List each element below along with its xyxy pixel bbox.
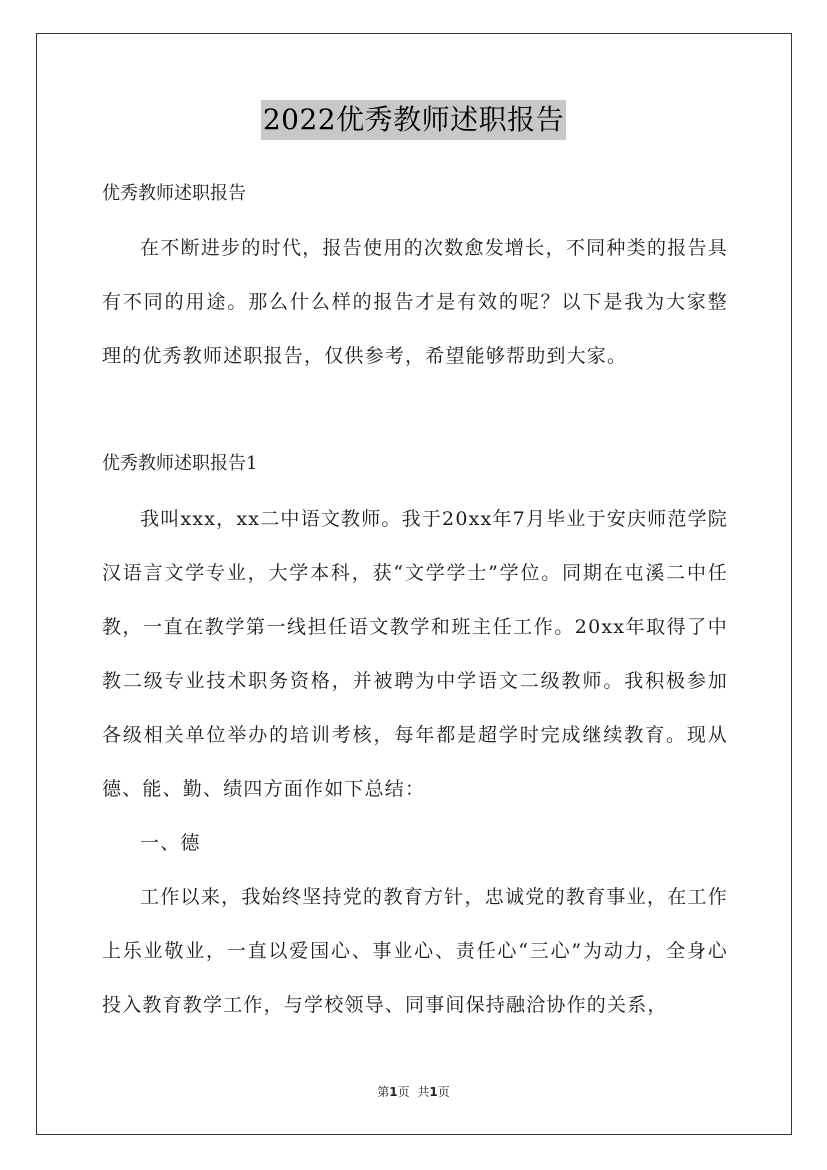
page-footer (0, 1083, 827, 1100)
section1-paragraph-1: 我叫xxx，xx二中语文教师。我于20xx年7月毕业于安庆师范学院汉语言文学专业，大学本科，获“文学学士”学位。同期在屯溪二中任教，一直在教学第一线担任语文教学和班主任工作。20xx年取得了中教二级专业技术职务资格，并被聘为中学语文二级教师。我积极参加各级相关单位举办的培训考核，每年都是超学时完成继续教育。现从德、能、勤、绩四方面作如下总结： (102, 508, 728, 800)
subheading: 优秀教师述职报告 (102, 183, 246, 204)
title-container (0, 100, 827, 140)
total-suffix: 页 (437, 1085, 450, 1099)
page-number: 1 (389, 1085, 398, 1099)
section1-subheading-de: 一、德 (140, 832, 201, 854)
total-prefix: 共 (417, 1085, 430, 1099)
intro-paragraph: 在不断进步的时代，报告使用的次数愈发增长，不同种类的报告具有不同的用途。那么什么样的报告才是有效的呢？以下是我为大家整理的优秀教师述职报告，仅供参考，希望能够帮助到大家。 (102, 237, 728, 367)
page-suffix: 页 (397, 1085, 410, 1099)
total-pages: 1 (429, 1085, 438, 1099)
section1-heading: 优秀教师述职报告1 (102, 453, 258, 474)
document-title: 2022优秀教师述职报告 (261, 100, 566, 140)
page-prefix: 第 (377, 1085, 390, 1099)
section1-paragraph-2: 工作以来，我始终坚持党的教育方针，忠诚党的教育事业，在工作上乐业敬业，一直以爱国心、事业心、责任心“三心”为动力，全身心投入教育教学工作，与学校领导、同事间保持融洽协作的关系， (102, 886, 728, 1016)
